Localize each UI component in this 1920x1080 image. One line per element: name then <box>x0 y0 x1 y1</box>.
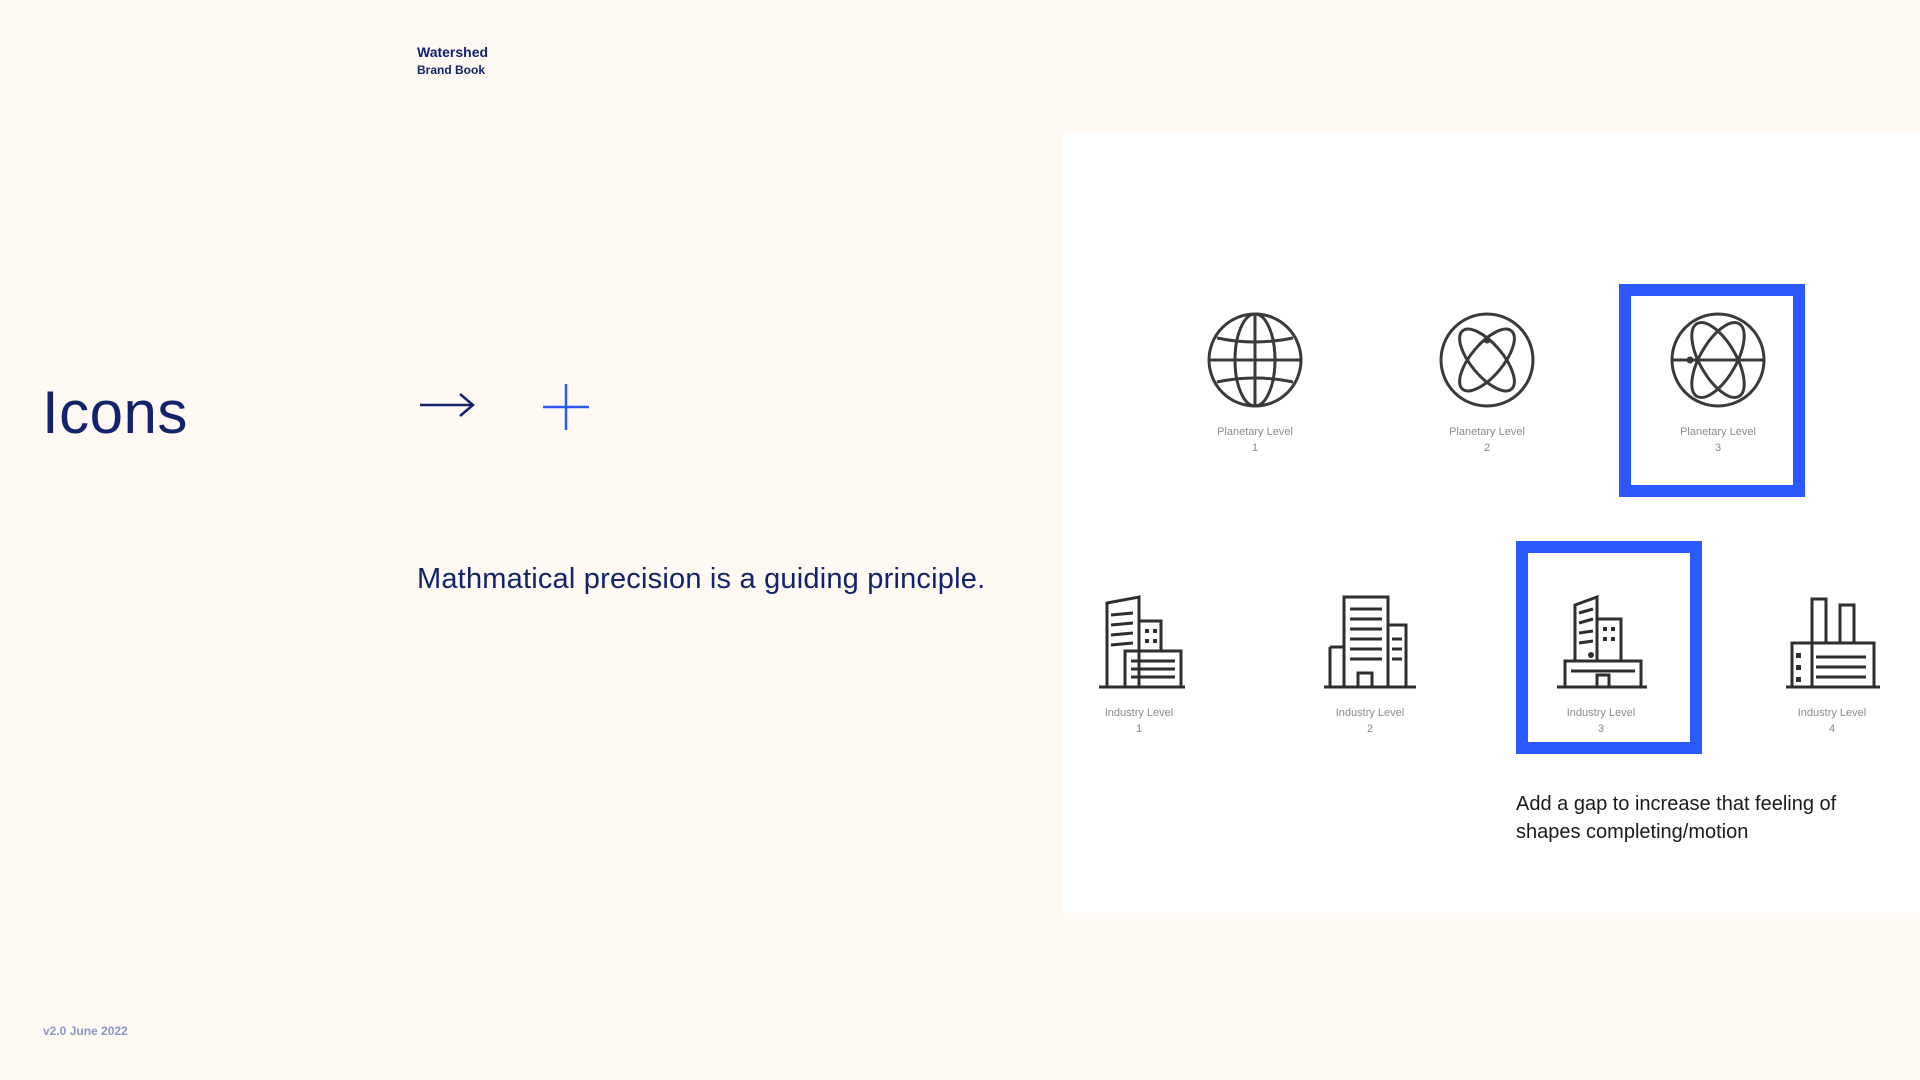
design-note: Add a gap to increase that feeling of shapes completing/motion <box>1516 793 1837 843</box>
plus-icon <box>542 383 590 431</box>
sketch-level: 1 <box>1251 442 1259 454</box>
industry-level-3 <box>1531 591 1671 761</box>
sketch-level: 3 <box>1714 442 1722 454</box>
factory-icon <box>1782 591 1882 691</box>
atom-globe-icon <box>1437 310 1537 410</box>
sketch-label: Planetary Level <box>1680 426 1756 438</box>
version-label: v2.0 June 2022 <box>43 1024 128 1038</box>
sketch-label: Industry Level <box>1104 707 1174 719</box>
sketch-label: Industry Level <box>1797 707 1867 719</box>
industry-level-1 <box>1069 591 1209 761</box>
sketch-level: 3 <box>1597 723 1605 735</box>
sketch-label: Planetary Level <box>1449 426 1525 438</box>
sketch-level: 4 <box>1828 723 1836 735</box>
sketch-level: 2 <box>1366 723 1374 735</box>
building-icon <box>1089 591 1189 691</box>
planetary-level-3 <box>1648 310 1788 480</box>
brand-name: Watershed <box>417 44 489 60</box>
globe-orbit-icon <box>1668 310 1768 410</box>
principle-text: Mathmatical precision is a guiding principle. <box>417 563 986 595</box>
buildings-icon <box>1320 591 1420 691</box>
page-title: Icons <box>42 379 188 446</box>
planetary-level-1 <box>1185 310 1325 480</box>
arrow-right-icon <box>418 390 476 420</box>
brand-subtitle: Brand Book <box>417 63 486 78</box>
office-building-icon <box>1551 591 1651 691</box>
brand-header <box>417 42 488 80</box>
sketch-label: Planetary Level <box>1217 426 1293 438</box>
industry-level-4 <box>1762 591 1902 761</box>
sketch-level: 2 <box>1483 442 1491 454</box>
planetary-level-2 <box>1417 310 1557 480</box>
industry-level-2 <box>1300 591 1440 761</box>
globe-icon <box>1205 310 1305 410</box>
sketch-label: Industry Level <box>1566 707 1636 719</box>
sketch-level: 1 <box>1135 723 1143 735</box>
sketch-label: Industry Level <box>1335 707 1405 719</box>
